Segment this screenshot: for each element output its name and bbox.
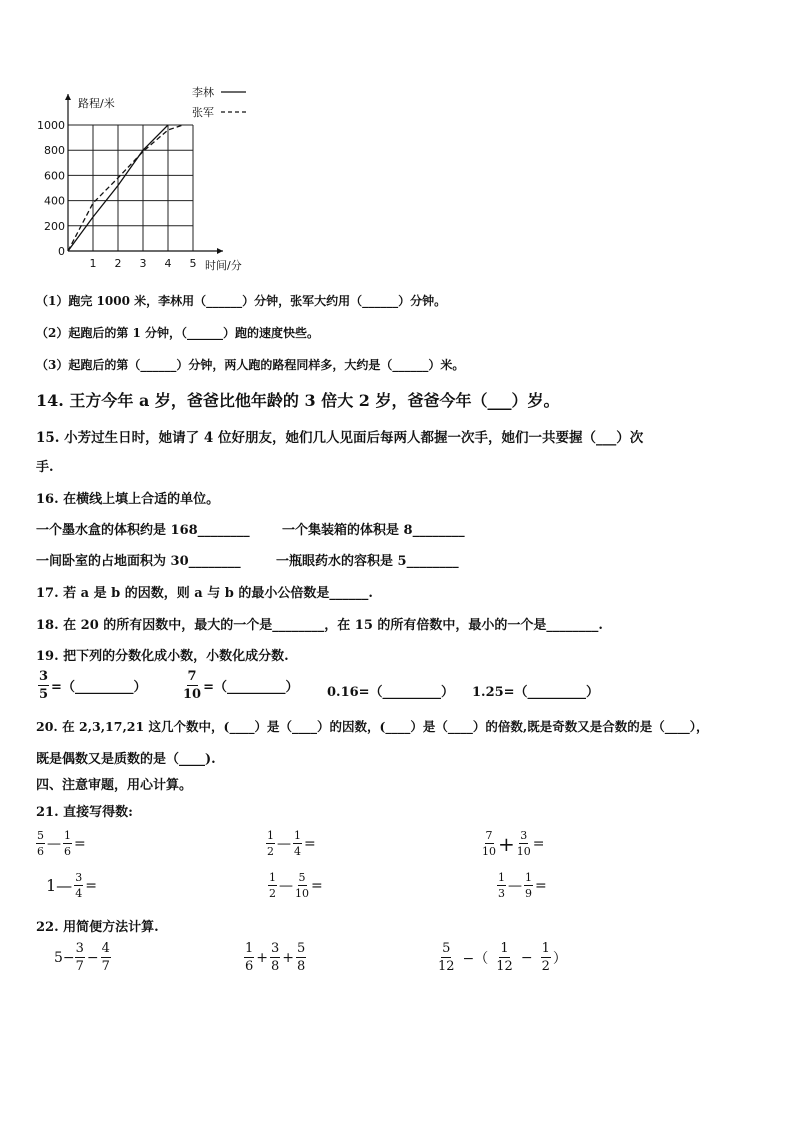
x-tick-label: 1 (89, 257, 97, 270)
x-tick-label: 4 (164, 257, 172, 270)
q16-b: 一个集装箱的体积是 8________ (282, 523, 465, 538)
y-tick-label: 400 (44, 194, 65, 208)
q16-d: 一瓶眼药水的容积是 5________ (276, 554, 459, 569)
q16-title: 16. 在横线上填上合适的单位。 (36, 492, 220, 507)
legend-label: 张军 (192, 106, 214, 119)
y-tick-label: 200 (44, 219, 65, 233)
q22-expr-2: $\frac{1}{6}$ + $\frac{3}{8}$ + $\frac{5}{8}$ (245, 941, 306, 974)
q21-expr-5: $\frac{1}{2}$ — $\frac{5}{10}$ = (269, 871, 323, 900)
distance-time-chart (30, 80, 260, 280)
q20-line1: 20. 在 2,3,17,21 这几个数中，(____）是（____）的因数，(____）是（____）的倍数,既是奇数又是合数的是（____）， (36, 719, 709, 734)
chart-lines (68, 125, 183, 251)
y-tick-label: 0 (58, 245, 65, 258)
q16-c: 一间卧室的占地面积为 30________ (36, 554, 241, 569)
y-tick-label: 600 (44, 169, 65, 183)
x-axis-label: 时间/分 (205, 259, 242, 272)
q21-expr-2: $\frac{1}{2}$ — $\frac{1}{4}$ = (267, 829, 316, 858)
fraction: $\frac{7}{10}$ (183, 669, 202, 702)
fraction: $\frac{3}{5}$ (39, 669, 49, 702)
q19-item3: 0.16=（_________） (327, 685, 455, 700)
q13-part1: （1）跑完 1000 米，李林用（______）分钟，张军大约用（______）分钟。 (36, 294, 447, 308)
x-tick-label: 2 (114, 257, 122, 270)
q21-expr-4: 1— $\frac{3}{4}$ = (46, 871, 97, 900)
q18: 18. 在 20 的所有因数中，最大的一个是________，在 15 的所有倍数中，最小的一个是________. (36, 618, 603, 633)
q21-expr-1: $\frac{5}{6}$ — $\frac{1}{6}$ = (37, 829, 86, 858)
q15-line2: 手. (36, 460, 54, 475)
q13-part2: （2）起跑后的第 1 分钟，（______）跑的速度快些。 (36, 326, 320, 340)
section-4-heading: 四、注意审题，用心计算。 (36, 778, 193, 793)
q14: 14. 王方今年 a 岁，爸爸比他年龄的 3 倍大 2 岁，爸爸今年（___）岁。 (36, 391, 560, 410)
q22-expr-3: $\frac{5}{12}$ −（ $\frac{1}{12}$ − $\frac{1}{2}$ ） (438, 941, 567, 974)
q15-line1: 15. 小芳过生日时，她请了 4 位好朋友，她们几人见面后每两人都握一次手，她们一共要握（___）次 (36, 430, 644, 446)
series-line-2 (68, 125, 183, 251)
q17: 17. 若 a 是 b 的因数，则 a 与 b 的最小公倍数是______. (36, 586, 373, 601)
q16-a: 一个墨水盒的体积约是 168________ (36, 523, 250, 538)
q19-item2: $\frac{7}{10}$ =（_________） (183, 669, 299, 702)
q21-title: 21. 直接写得数: (36, 805, 133, 820)
q19-item4: 1.25=（_________） (472, 685, 600, 700)
chart-grid (68, 125, 193, 251)
q13-part3: （3）起跑后的第（______）分钟，两人跑的路程同样多，大约是（______）米。 (36, 358, 465, 372)
y-tick-label: 1000 (37, 119, 65, 132)
x-tick-label: 3 (139, 257, 147, 270)
q22-title: 22. 用简便方法计算. (36, 920, 159, 935)
q19-item1: $\frac{3}{5}$ =（_________） (39, 669, 147, 702)
y-axis-label: 路程/米 (78, 97, 115, 110)
x-tick-label: 5 (189, 257, 197, 270)
q21-expr-3: $\frac{7}{10}$ + $\frac{3}{10}$ = (482, 829, 545, 858)
legend-label: 李林 (192, 86, 214, 99)
q19-title: 19. 把下列的分数化成小数，小数化成分数. (36, 649, 289, 664)
y-tick-label: 800 (44, 144, 65, 158)
q22-expr-1: 5− $\frac{3}{7}$ − $\frac{4}{7}$ (54, 941, 110, 974)
x-axis-arrow (217, 248, 223, 254)
q20-line2: 既是偶数又是质数的是（____). (36, 752, 216, 767)
q21-expr-6: $\frac{1}{3}$ — $\frac{1}{9}$ = (498, 871, 547, 900)
y-axis-arrow (65, 94, 71, 100)
